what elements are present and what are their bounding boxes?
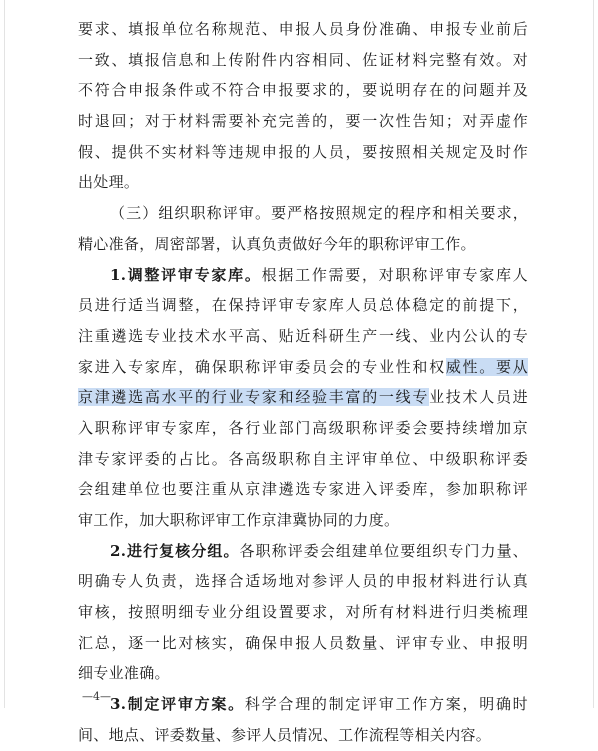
item-heading-line: 2.进行复核分组。各职称评委会组建单位要组织专门力量、 [110, 541, 528, 560]
item-heading-line: 3.制定评审方案。科学合理的制定评审工作方案，明确时 [110, 695, 528, 714]
text-line: 会组建单位也要注重从京津遴选专家进入评委库，参加职称评 [78, 480, 528, 499]
text-line: 汇总，逐一比对核实，确保申报人员数量、评审专业、申报明 [78, 633, 528, 652]
text-line: 假、提供不实材料等违规申报的人员，要按照相关规定及时作 [78, 142, 528, 161]
item-title: 2.进行复核分组。 [110, 541, 240, 560]
item-title: 3.制定评审方案。 [110, 695, 245, 714]
text-line: 间、地点、评委数量、参评人员情况、工作流程等相关内容。 [78, 725, 492, 744]
page-edge-left [4, 0, 5, 708]
item-heading-line: 1.调整评审专家库。根据工作需要，对职称评审专家库人 [110, 265, 528, 284]
text-line: 入职称评审专家库，各行业部门高级职称评委会要持续增加京 [78, 418, 528, 437]
text-line: 细专业准确。 [78, 664, 170, 683]
text-line: 家进入专家库，确保职称评审委员会的专业性和权威性。要从 [78, 357, 528, 376]
document-body [78, 14, 528, 751]
text-line: 要求、填报单位名称规范、申报人员身份准确、申报专业前后 [78, 20, 528, 38]
text-line: 注重遴选专业技术水平高、贴近科研生产一线、业内公认的专 [78, 326, 528, 345]
text-line: 一致、填报信息和上传附件内容相同、佐证材料完整有效。对 [78, 50, 528, 69]
item-title: 1.调整评审专家库。 [110, 265, 262, 284]
text-line: 时退回；对于材料需要补充完善的，要一次性告知；对弄虚作 [78, 112, 528, 131]
page-edge-right [593, 0, 594, 708]
text-line: 明确专人负责，选择合适场地对参评人员的申报材料进行认真 [78, 572, 528, 591]
text-line: 京津遴选高水平的行业专家和经验丰富的一线专业技术人员进 [78, 388, 528, 407]
text-line: 津专家评委的占比。各高级职称自主评审单位、中级职称评委 [78, 449, 528, 468]
text-selection[interactable]: 京津遴选高水平的行业专家和经验丰富的一线专 [78, 388, 430, 407]
text-selection[interactable]: 威性。要从 [445, 357, 528, 376]
text-line: 审核，按照明细专业分组设置要求，对所有材料进行归类梳理 [78, 603, 528, 622]
text-line: 不符合申报条件或不符合申报要求的，要说明存在的问题并及 [78, 81, 528, 100]
section-heading-line: （三）组织职称评审。要严格按照规定的程序和相关要求， [110, 204, 528, 223]
text-line: 审工作，加大职称评审工作京津冀协同的力度。 [78, 511, 400, 529]
text-line: 员进行适当调整，在保持评审专家库人员总体稳定的前提下， [78, 296, 528, 315]
text-line: 精心准备，周密部署，认真负责做好今年的职称评审工作。 [78, 234, 476, 253]
text-line: 出处理。 [78, 173, 140, 192]
page-number: —4— [82, 690, 111, 703]
